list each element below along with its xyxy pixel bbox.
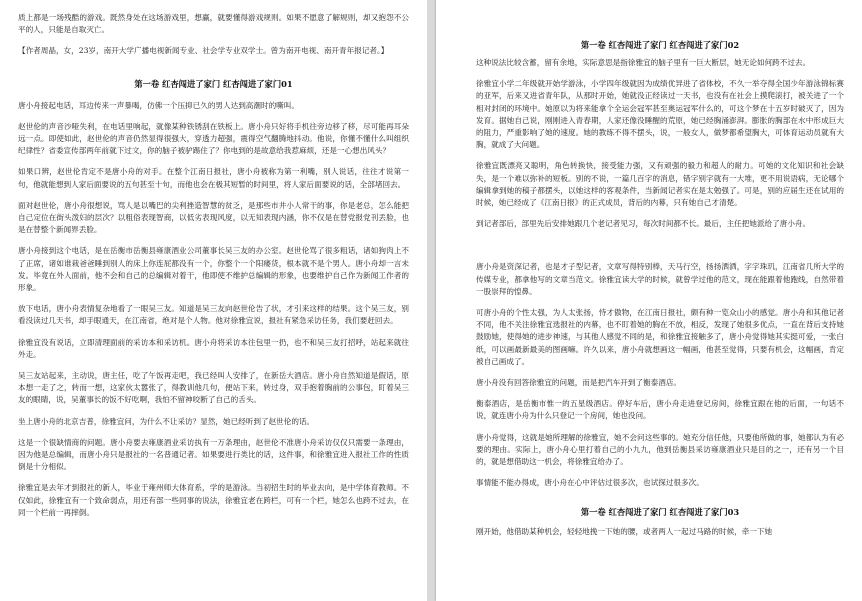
paragraph: 到记者部后，部里先后安排她跟几个老记者见习，每次时间都不长。最后，主任把她派给了唐小舟。 xyxy=(476,219,811,229)
paragraph: 唐小舟接起电话，耳边传来一声暴喝，仿佛一个压抑已久的男人达到高潮时的嘶叫。 xyxy=(18,100,299,110)
paragraph: 可唐小舟的个性太强，为人太张扬，恃才傲物，在江南日报社，颇有种一览众山小的感觉。唐小舟和其他记者不同，他不关注徐雅宜选报社的内幕，也不盯着她的胸在不放，相反，发现了她很多优点，一直在背后支持她鼓励她，使得她的进步神速，与其他人感觉不同的是，和徐雅宜接触多了，唐小舟觉得她其实挺可爱，一张白纸，可以画最新最美的图画嘛。许久以来，唐小舟就想画这一幅画，他甚至觉得，只要有机会，这幅画，肯定被自己画成了。 xyxy=(476,308,844,366)
paragraph: 唐小舟没有回答徐雅宜的问题，而是把汽车开到了衡泰酒店。 xyxy=(476,378,682,388)
page-gap xyxy=(427,0,436,601)
paragraph: 唐小舟是资深记者，也是才子型记者，文章写得特别棒，天马行空，扬扬洒洒，字字珠玑，江南省几所大学的传媒专业，都拿他写的文章当范文。徐雅宜读大学的时候，就曾学过他的范文，现在能跟着他跑线，自然带着一股崇拜的惶鼻。 xyxy=(476,262,844,296)
paragraph: 坐上唐小舟的北京吉普，徐雅宜问，为什么不让采访？显然，她已经听到了赵世伦的话。 xyxy=(18,416,315,426)
author-note: 【作者周晶，女，23岁，南开大学广播电视新闻专业、社会学专业双学士。曾为南开电视、南开青年报记者。】 xyxy=(18,46,389,56)
paragraph: 如果口辨，赵世伦肯定不是唐小舟的对手。在整个江南日报社，唐小舟被称为第一利嘴，别人说话，往往才说第一句，他就能想到人家后面要说的五句甚至十句，而他也会在极其短暂的时间里，将人家后面要说的话，全部堵回去。 xyxy=(18,167,409,189)
paragraph: 放下电话，唐小舟表情复杂地看了一眼吴三友。知道是吴三友向赵世伦告了状，才引来这样的结果。这个吴三友，别看没读过几天书，却手眼通天，在江南省，绝对是个人物。他对徐雅宜说，报社有紧急采访任务，我们要赶回去。 xyxy=(18,304,409,326)
paragraph: 刚开始，他借助某种机会，轻轻地挽一下她的腰，或者两人一起过马路的时候，牵一下她 xyxy=(476,527,773,537)
blank-space xyxy=(476,239,844,261)
paragraph: 徐雅宜既漂亮又聪明，角色转换快，接受能力强，又有顽强的毅力和超人的耐力。可她的文化知识和社会缺失，是一个难以弥补的短板。别的不说，一篇几百字的消息，错字别字就有一大堆，更不用说语病，无论哪个编辑拿到她的稿子都摆头，以她这样的客观条件，当新闻记者实在是太勉强了。可是，别的应届生还在试用的时候，她已经成了《江南日报》的正式成员，背后的内幕，只有她自己才清楚。 xyxy=(476,161,844,208)
paragraph: 事情能不能办得成，唐小舟在心中评估过很多次，也试探过很多次。 xyxy=(476,478,704,488)
chapter-title-02: 第一卷 红杏闯进了家门 红杏闯进了家门02 xyxy=(580,40,740,50)
chapter-title-03: 第一卷 红杏闯进了家门 红杏闯进了家门03 xyxy=(580,507,740,518)
paragraph: 赵世伦的声音沙哑失利，在电话里响起，就像某种铁锈刮在铁板上。唐小舟只好将手机往旁边移了移，尽可能再耳朵远一点。即使如此，赵世伦的声音仍然显得很强大，穿透力超强，震得空气翻腾地抖动。他说，你懂不懂什么叫组织纪律性？省委宣传部两年前就下过文，你的脑子被驴踢住了？你电到的是故意给我惹麻烦，还是一心想出风头？ xyxy=(18,121,409,156)
paragraph: 面对赵世伦，唐小舟很想说，骂人是以嘴巴的尖利挫造智慧的贫乏，是那些市井小人常干的事，你是老总，怎么能把自己定位在街头泼妇的层次？以粗俗表现智商，以低劣表现风度，以无知表现内涵，你不仅是在替党报党刊丢脸，也是在替整个新闻界丢脸。 xyxy=(18,200,409,235)
paragraph: 徐雅宜小学二年级就开始学游泳，小学四年级就因为成绩优异进了省体校，不久一举夺得全国少年游泳锦标赛的亚军，后来又进省青年队，从那时开始，她就没正经读过一天书，也没有在社会上摸爬滚打，被关进了一个相对封闭的环境中。她原以为将来能拿个全运会冠军甚至奥运冠军什么的，可这个梦在十五岁时破灭了，因为发育。据她自己说，刚刚进入青春期，人家还像没睡醒的荒原，她已经胸涌澎湃。膨胀的胸部在水中形成巨大的阻力，严重影响了她的速度。她的教练不得不摆头，说，一般女人，做梦都希望胸大，可体育运动员就有大胸，就成了大问题。 xyxy=(476,79,844,150)
paragraph: 徐雅宜没有说话，立即清理面前的采访本和采访机。唐小舟将采访本往包里一扔，也不和吴三友打招呼，站起来就往外走。 xyxy=(18,337,409,359)
paragraph: 这种说法比较含蓄，留有余地，实际意思是指徐雅宜的脑子里有一巨大断层，她无论如何跨不过去。 xyxy=(476,58,811,67)
paragraph: 唐小舟接到这个电话，是在岳衡市岳衡县雍康酒业公司董事长吴三友的办公室。赵世伦骂了很多粗话，诸如狗肉上不了正席，诸如谁栽爸爸睡到别人的床上你连屁都没有一个，你整个一个阳痿货，根本就不是个男人。唐小舟却一言未发。毕竟在外人面前，他不会和自己的总编辑对着干，他即使不维护总编辑的形象，也要维护自己作为新闻工作者的形象。 xyxy=(18,246,409,293)
paragraph: 唐小舟觉得，这就是她所理解的徐雅宜，她不会问这些事的。她充分信任他，只要他所做的事，她都认为有必要的理由。实际上，唐小舟心里打着自己的小九九，他到岳衡县采访雍康酒业只是目的之一，还有另一个目的，就是想借助这一机会，将徐雅宜给办了。 xyxy=(476,432,844,467)
paragraph: 这是一个很缺情商的问题。唐小舟要去雍康酒业采访执有一万条理由，赵世伦不准唐小舟采访仅仅只需要一条理由，因为他是总编辑，而唐小舟只是报社的一名普通记者。如果要进行类比的话，这件事，和徐雅宜进入报社工作的性质倒是十分相似。 xyxy=(18,437,409,472)
document-page-right xyxy=(436,0,862,601)
document-page-left xyxy=(0,0,427,601)
paragraph: 吴三友站起来，主动说，唐主任，吃了午饭再走吧，我已经叫人安排了，在新岳大酒店。唐小舟自然知道是假话，原本想一走了之，转而一想，这家伙太嚣张了，得教训他几句，便站下来，转过身，双手抱着胸前的公事包，盯着吴三友的眼睛，说，吴董事长的饭不好吃啊，我怕不留神咬断了自己的舌头。 xyxy=(18,371,409,405)
paragraph: 衡泰酒店，是岳衡市惟一的五星级酒店。停好车后，唐小舟走进登记房间，徐雅宜跟在他的后面，一句话不说，就连唐小舟为什么只登记一个房间，她也没问。 xyxy=(476,399,844,421)
paragraph: 徐雅宜是去年才到报社的新人，毕业于雍州师大体育系，学的是游泳。当初招生时的毕业去向，是中学体育教师。不仅如此，徐雅宜有一个致命弱点，用还有部一些同事的说法，徐雅宜老在跨栏，可有一个栏，她怎么也跨不过去，在同一个栏前一再摔倒。 xyxy=(18,483,409,517)
chapter-title-01: 第一卷 红杏闯进了家门 红杏闯进了家门01 xyxy=(134,78,293,89)
paragraph: 质上都是一场残酷的游戏。既然身处在这场游戏里，想赢，就要懂得游戏规则。如果不愿意了解规则，却又抱怨不公平的人，只能是自取灭亡。 xyxy=(18,13,409,35)
